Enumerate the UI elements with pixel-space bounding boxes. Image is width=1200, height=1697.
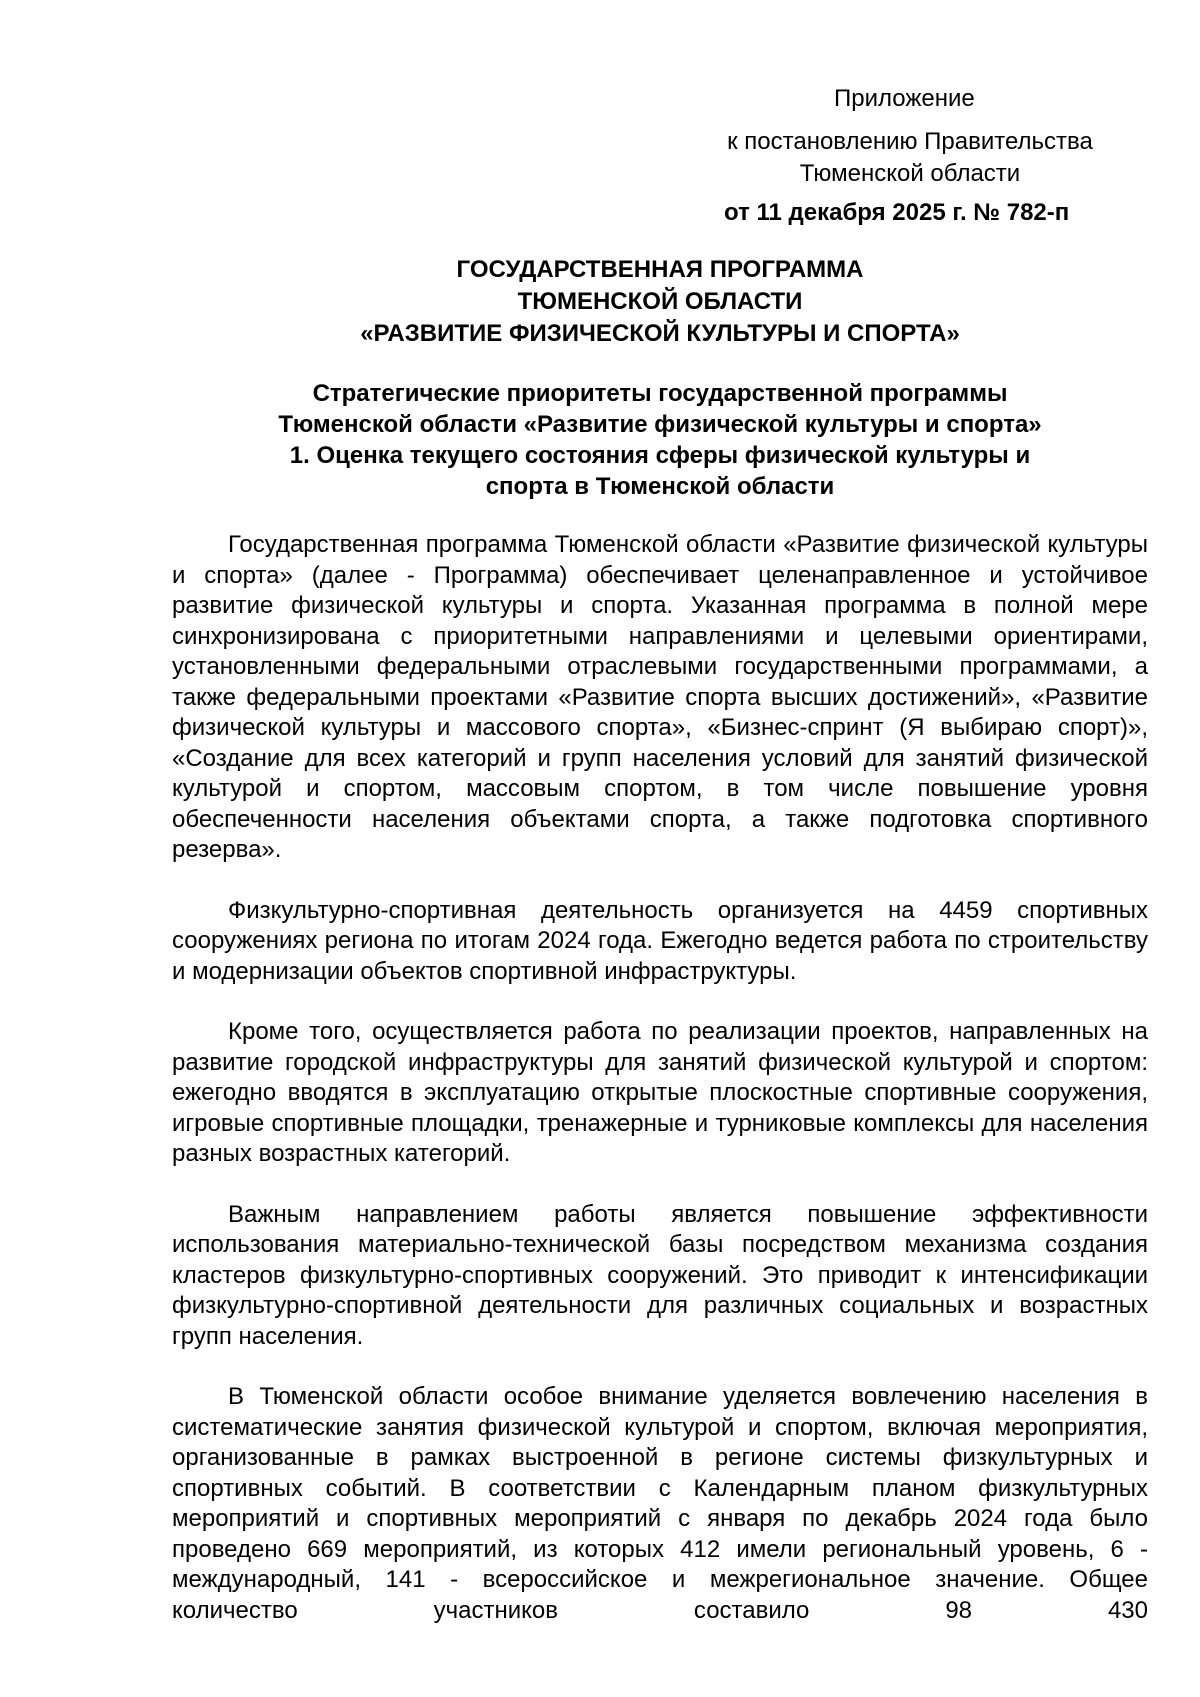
section-heading-line: 1. Оценка текущего состояния сферы физической культуры и <box>289 442 1031 469</box>
body-paragraph: Кроме того, осуществляется работа по реализации проектов, направленных на развитие городской инфраструктуры для занятий физической культурой и спортом: ежегодно вводятся в эксплуатацию открытые плоскостные спортивные сооружения, игровые спортивные площадки, тренажерные и турниковые комплексы для населения разных возрастных категорий. <box>172 1018 1148 1167</box>
appendix-reference-line: Тюменской области <box>799 160 1021 187</box>
appendix-reference-line: к постановлению Правительства <box>727 128 1093 155</box>
body-paragraph: Важным направлением работы является повышение эффективности использования материально-технической базы посредством механизма создания кластеров физкультурно-спортивных сооружений. Это приводит к интенсификации физкультурно-спортивной деятельности для различных социальных и возрастных групп населения. <box>172 1200 1148 1350</box>
program-title <box>160 254 1160 350</box>
body-paragraph: В Тюменской области особое внимание уделяется вовлечению населения в систематические занятия физической культурой и спортом, включая мероприятия, организованные в рамках выстроенной в регионе системы физкультурных и спортивных событий. В соответствии с Календарным планом физкультурных мероприятий и спортивных мероприятий с января по декабрь 2024 года было проведено 669 мероприятий, из которых 412 имели региональный уровень, 6 - международный, 141 - всероссийское и межрегиональное значение. Общее количество участников составило 98 430 <box>172 1383 1148 1624</box>
body-text <box>172 530 1148 1656</box>
resolution-date-number: от 11 декабря 2025 г. № 782-п <box>724 199 1070 226</box>
section-heading-line: Стратегические приоритеты государственной программы <box>312 380 1008 407</box>
body-paragraph: Государственная программа Тюменской области «Развитие физической культуры и спорта» (далее - Программа) обеспечивает целенаправленное и устойчивое развитие физической культуры и спорта. Указанная программа в полной мере синхронизирована с приоритетными направлениями и целевыми ориентирами, установленными федеральными отраслевыми государственными программами, а также федеральными проектами «Развитие спорта высших достижений», «Развитие физической культуры и массового спорта», «Бизнес-спринт (Я выбираю спорт)», «Создание для всех категорий и групп населения условий для занятий физической культурой и спортом, массовым спортом, в том числе повышение уровня обеспеченности населения объектами спорта, а также подготовка спортивного резерва». <box>172 531 1148 863</box>
appendix-reference <box>700 126 1120 190</box>
program-title-line: «РАЗВИТИЕ ФИЗИЧЕСКОЙ КУЛЬТУРЫ И СПОРТА» <box>360 320 960 347</box>
section-heading-line: спорта в Тюменской области <box>485 473 835 500</box>
appendix-title: Приложение <box>834 85 975 112</box>
section-heading <box>160 378 1160 502</box>
appendix-block <box>0 0 1200 230</box>
program-title-line: ТЮМЕНСКОЙ ОБЛАСТИ <box>517 288 803 315</box>
program-title-line: ГОСУДАРСТВЕННАЯ ПРОГРАММА <box>456 256 864 283</box>
body-paragraph: Физкультурно-спортивная деятельность организуется на 4459 спортивных сооружениях региона по итогам 2024 года. Ежегодно ведется работа по строительству и модернизации объектов спортивной инфраструктуры. <box>172 896 1148 985</box>
section-heading-line: Тюменской области «Развитие физической культуры и спорта» <box>278 411 1042 438</box>
